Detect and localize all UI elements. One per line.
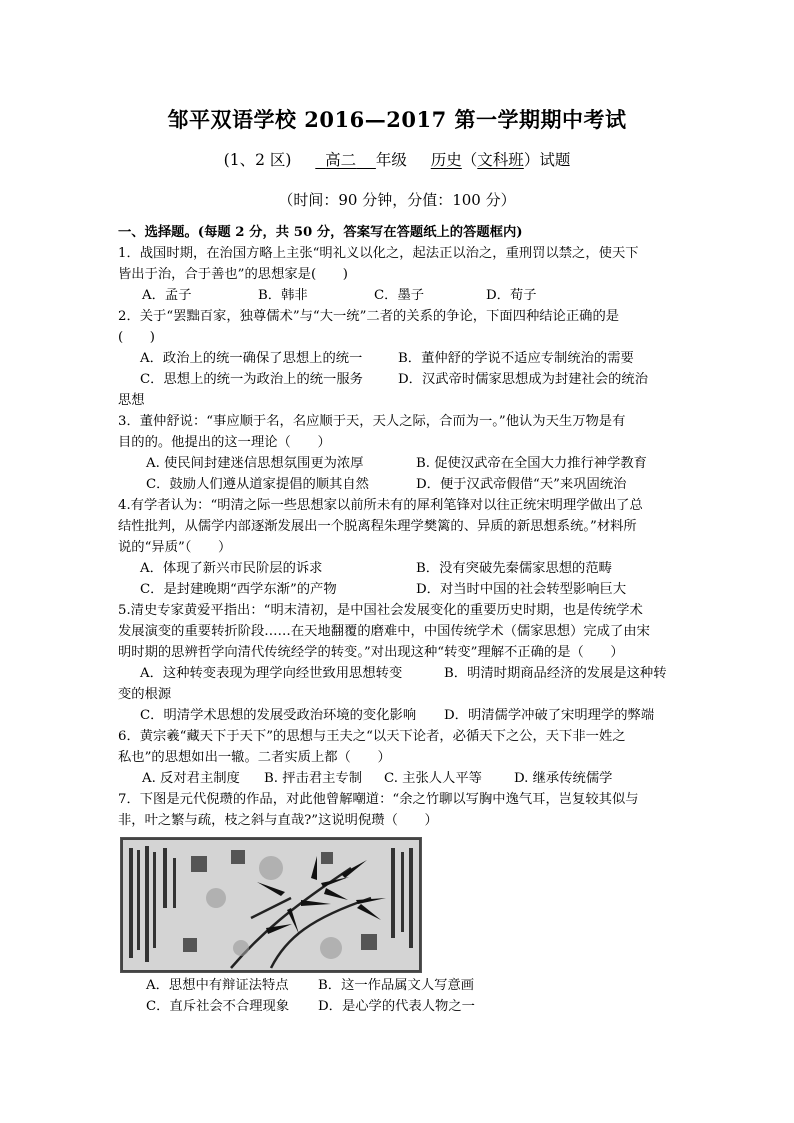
grade-label: 年级 xyxy=(375,151,407,169)
option-c: C. 主张人人平等 xyxy=(384,771,482,786)
option-d: D．是心学的代表人物之一 xyxy=(318,999,475,1014)
option-a: A．这种转变表现为理学向经世致用思想转变 xyxy=(140,666,403,681)
question-2: 2．关于“罢黜百家，独尊儒术”与“大一统”二者的关系的争论，下面四种结论正确的是 ( ) A．政治上的统一确保了思想上的统一 B．董仲舒的学说不适应专制统治的需要 C．思想上的统一为政治上的统一服务 D．汉武帝时儒家思想成为封建社会的统治 思想 xyxy=(118,306,678,411)
option-a: A．孟子 xyxy=(142,288,192,303)
option-d: D．便于汉武帝假借“天”来巩固统治 xyxy=(416,477,627,492)
time-score-info: （时间：90 分钟，分值：100 分） xyxy=(278,191,516,209)
option-c: C．直斥社会不合理现象 xyxy=(146,999,290,1014)
question-body xyxy=(118,222,678,1017)
exam-title: 邹平双语学校 2016—2017 第一学期期中考试 xyxy=(167,107,627,132)
bamboo-icon xyxy=(121,838,421,972)
option-d: D．明清儒学冲破了宋明理学的弊端 xyxy=(444,708,655,723)
option-b: B. 抨击君主专制 xyxy=(264,771,363,786)
option-b: B．董仲舒的学说不适应专制统治的需要 xyxy=(398,351,634,366)
question-3: 3．董仲舒说：“事应顺于名，名应顺于天，天人之际，合而为一。”他认为天生万物是有 目的的。他提出的这一理论（ ） A. 使民间封建迷信思想氛围更为浓厚 B. 促使汉武帝在全国大力推行神学教育 C．鼓励人们遵从道家提倡的顺其自然 D．便于汉武帝假借“天”来巩固统治 xyxy=(118,411,678,495)
option-b: B. 促使汉武帝在全国大力推行神学教育 xyxy=(416,456,647,471)
option-a: A．政治上的统一确保了思想上的统一 xyxy=(140,351,363,366)
options xyxy=(118,285,678,306)
option-c: C．思想上的统一为政治上的统一服务 xyxy=(140,372,363,387)
option-b-continued: 变的根源 xyxy=(118,687,172,702)
option-a: A．思想中有辩证法特点 xyxy=(146,978,289,993)
option-b: B．明清时期商品经济的发展是这种转 xyxy=(444,666,667,681)
exam-subtitle: (1、2 区) 高二 年级 历史（文科班）试题 xyxy=(223,151,571,169)
question-6: 6．黄宗羲“藏天下于天下”的思想与王夫之“以天下论者，必循天下之公，天下非一姓之 私也”的思想如出一辙。二者实质上都（ ） A. 反对君主制度 B. 抨击君主专制 C. 主张人人平等 D. 继承传统儒学 xyxy=(118,726,678,789)
question-7: 7．下图是元代倪瓒的作品，对此他曾解嘲道：“余之竹聊以写胸中逸气耳，岂复较其似与 非，叶之繁与疏，枝之斜与直哉?”这说明倪瓒（ ） A．思想中有辩证法特点 B．这一作品属文人写意画 C．直斥社会不合理现象 D．是心学的代表人物之一 xyxy=(118,789,678,1017)
question-5: 5.清史专家黄爱平指出：“明末清初，是中国社会发展变化的重要历史时期，也是传统学术 发展演变的重要转折阶段……在天地翻覆的磨难中，中国传统学术（儒家思想）完成了由宋 明时期的思辨哲学向清代传统经学的转变。”对出现这种“转变”理解不正确的是（ ） A．这种转变表现为理学向经世致用思想转变 B．明清时期商品经济的发展是这种转 变的根源 C．明清学术思想的发展受政治环境的变化影响 D．明清儒学冲破了宋明理学的弊端 xyxy=(118,600,678,726)
option-c: C．是封建晚期“西学东渐”的产物 xyxy=(140,582,337,597)
option-a: A. 反对君主制度 xyxy=(142,771,240,786)
question-1: 1．战国时期，在治国方略上主张“明礼义以化之，起法正以治之，重刑罚以禁之，使天下 皆出于治，合于善也”的思想家是( ) A．孟子 B．韩非 C．墨子 D．荀子 xyxy=(118,243,678,306)
option-d: D．对当时中国的社会转型影响巨大 xyxy=(416,582,627,597)
option-a: A．体现了新兴市民阶层的诉求 xyxy=(140,561,323,576)
option-c: C．鼓励人们遵从道家提倡的顺其自然 xyxy=(146,477,369,492)
grade-value: 高二 xyxy=(325,151,357,169)
subject-value: 历史 xyxy=(430,151,462,169)
bamboo-painting-image xyxy=(120,837,422,973)
option-d: D．荀子 xyxy=(486,288,537,303)
option-b: B．韩非 xyxy=(258,288,308,303)
option-c: C．墨子 xyxy=(374,288,425,303)
section-heading: 一、选择题。(每题 2 分，共 50 分，答案写在答题纸上的答题框内) xyxy=(118,225,523,240)
option-b: B．这一作品属文人写意画 xyxy=(318,978,475,993)
option-a: A. 使民间封建迷信思想氛围更为浓厚 xyxy=(146,456,364,471)
question-4: 4.有学者认为：“明清之际一些思想家以前所未有的犀利笔锋对以往正统宋明理学做出了总 结性批判，从儒学内部逐渐发展出一个脱离程朱理学樊篱的、异质的新思想系统。”材料所 说的“异质”（ ） A．体现了新兴市民阶层的诉求 B．没有突破先秦儒家思想的范畴 C．是封建晚期“西学东渐”的产物 D．对当时中国的社会转型影响巨大 xyxy=(118,495,678,600)
district-label: (1、2 区) xyxy=(223,151,292,169)
option-d: D．汉武帝时儒家思想成为封建社会的统治 xyxy=(398,372,649,387)
option-c: C．明清学术思想的发展受政治环境的变化影响 xyxy=(140,708,417,723)
class-type: 文科班 xyxy=(477,151,524,169)
option-d-continued: 思想 xyxy=(118,393,145,408)
option-d: D. 继承传统儒学 xyxy=(514,771,613,786)
option-b: B．没有突破先秦儒家思想的范畴 xyxy=(416,561,612,576)
